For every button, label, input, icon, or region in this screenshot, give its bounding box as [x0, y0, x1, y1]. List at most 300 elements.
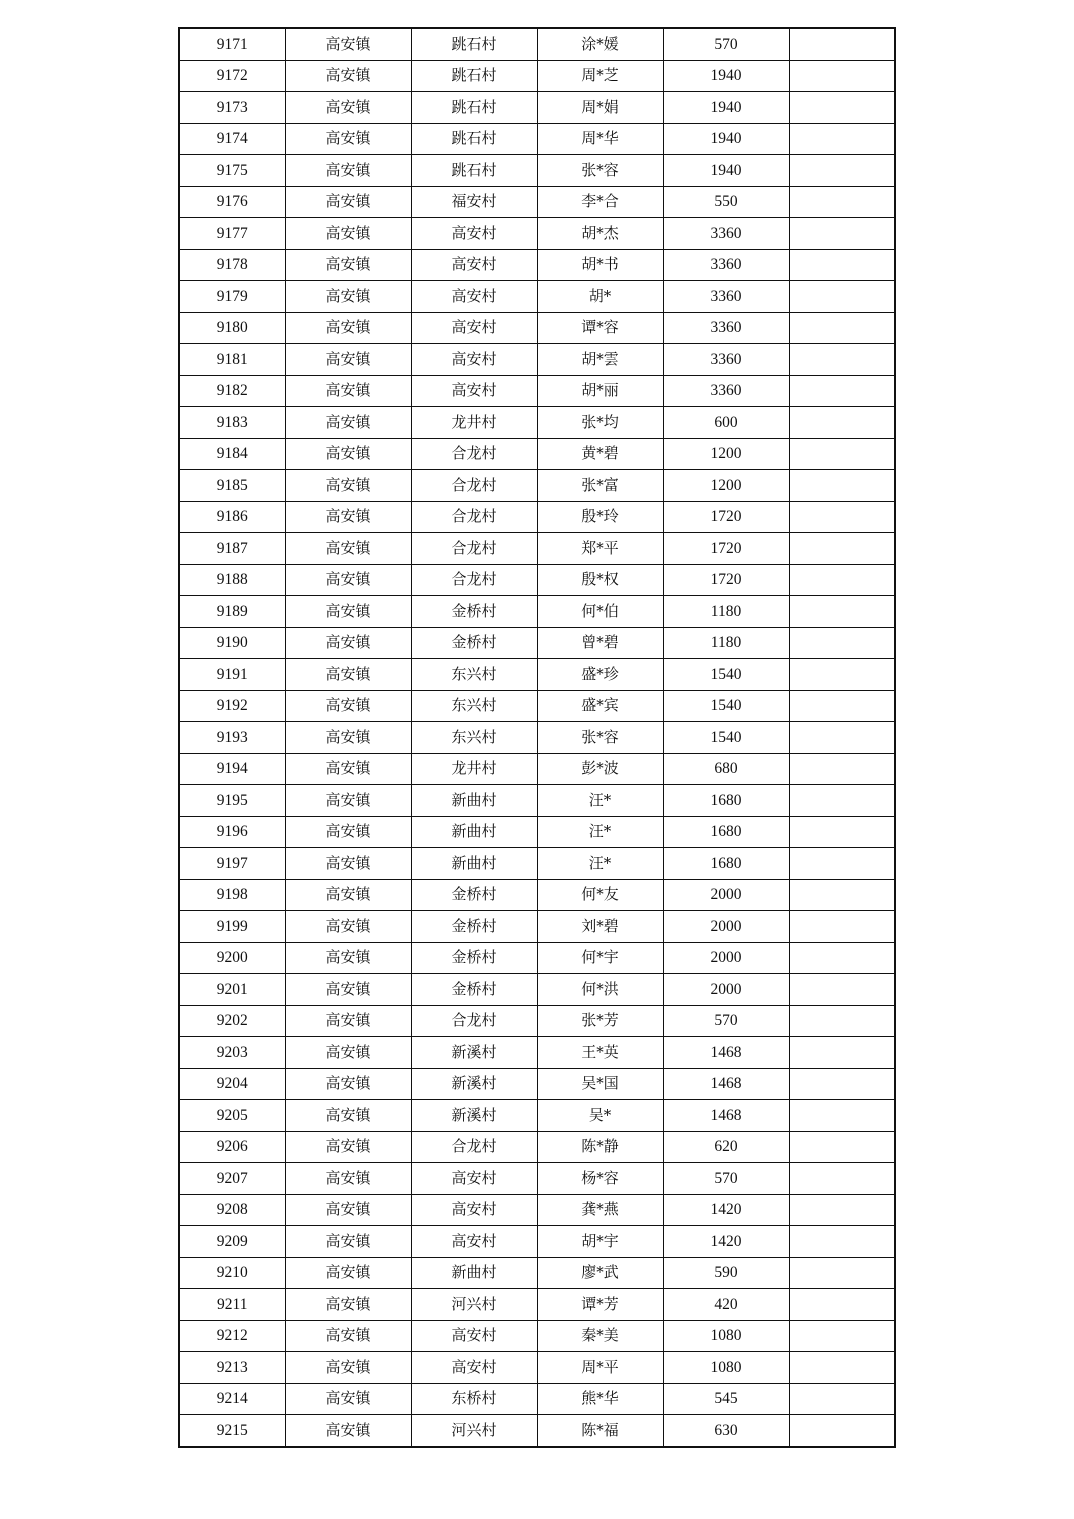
town-cell: 高安镇 [285, 690, 411, 722]
table-row [179, 659, 895, 691]
village-cell: 龙井村 [411, 753, 537, 785]
table-row [179, 1194, 895, 1226]
village-cell: 金桥村 [411, 942, 537, 974]
remark-cell [789, 942, 895, 974]
table-row [179, 1226, 895, 1258]
town-cell: 高安镇 [285, 344, 411, 376]
amount-cell: 1720 [663, 564, 789, 596]
name-cell: 胡*雲 [537, 344, 663, 376]
town-cell: 高安镇 [285, 1100, 411, 1132]
village-cell: 东兴村 [411, 690, 537, 722]
amount-cell: 1680 [663, 785, 789, 817]
name-cell: 陈*静 [537, 1131, 663, 1163]
table-row [179, 785, 895, 817]
amount-cell: 1200 [663, 438, 789, 470]
table-row [179, 1320, 895, 1352]
remark-cell [789, 1131, 895, 1163]
table-row [179, 690, 895, 722]
remark-cell [789, 974, 895, 1006]
amount-cell: 1468 [663, 1068, 789, 1100]
name-cell: 谭*容 [537, 312, 663, 344]
amount-cell: 680 [663, 753, 789, 785]
village-cell: 跳石村 [411, 92, 537, 124]
town-cell: 高安镇 [285, 533, 411, 565]
amount-cell: 3360 [663, 344, 789, 376]
amount-cell: 1080 [663, 1352, 789, 1384]
serial-number-cell: 9204 [179, 1068, 285, 1100]
name-cell: 何*友 [537, 879, 663, 911]
amount-cell: 1420 [663, 1226, 789, 1258]
remark-cell [789, 344, 895, 376]
amount-cell: 1540 [663, 722, 789, 754]
table-row [179, 344, 895, 376]
table-row [179, 1352, 895, 1384]
name-cell: 王*英 [537, 1037, 663, 1069]
remark-cell [789, 1320, 895, 1352]
village-cell: 新曲村 [411, 1257, 537, 1289]
town-cell: 高安镇 [285, 848, 411, 880]
serial-number-cell: 9194 [179, 753, 285, 785]
village-cell: 新溪村 [411, 1100, 537, 1132]
name-cell: 龚*燕 [537, 1194, 663, 1226]
remark-cell [789, 753, 895, 785]
serial-number-cell: 9212 [179, 1320, 285, 1352]
village-cell: 合龙村 [411, 438, 537, 470]
table-row [179, 1131, 895, 1163]
amount-cell: 1680 [663, 848, 789, 880]
village-cell: 跳石村 [411, 60, 537, 92]
serial-number-cell: 9210 [179, 1257, 285, 1289]
remark-cell [789, 1163, 895, 1195]
town-cell: 高安镇 [285, 218, 411, 250]
serial-number-cell: 9186 [179, 501, 285, 533]
name-cell: 何*宇 [537, 942, 663, 974]
town-cell: 高安镇 [285, 470, 411, 502]
town-cell: 高安镇 [285, 1131, 411, 1163]
name-cell: 张*容 [537, 155, 663, 187]
town-cell: 高安镇 [285, 312, 411, 344]
name-cell: 黄*碧 [537, 438, 663, 470]
table-row [179, 501, 895, 533]
town-cell: 高安镇 [285, 564, 411, 596]
serial-number-cell: 9197 [179, 848, 285, 880]
table-row [179, 1257, 895, 1289]
amount-cell: 1180 [663, 627, 789, 659]
remark-cell [789, 596, 895, 628]
remark-cell [789, 28, 895, 60]
village-cell: 金桥村 [411, 974, 537, 1006]
village-cell: 金桥村 [411, 879, 537, 911]
town-cell: 高安镇 [285, 1320, 411, 1352]
village-cell: 河兴村 [411, 1289, 537, 1321]
village-cell: 高安村 [411, 218, 537, 250]
amount-cell: 1540 [663, 690, 789, 722]
amount-cell: 570 [663, 1163, 789, 1195]
village-cell: 新曲村 [411, 848, 537, 880]
name-cell: 殷*玲 [537, 501, 663, 533]
remark-cell [789, 1415, 895, 1447]
village-cell: 跳石村 [411, 123, 537, 155]
name-cell: 汪* [537, 848, 663, 880]
table-row [179, 1037, 895, 1069]
name-cell: 何*洪 [537, 974, 663, 1006]
remark-cell [789, 1289, 895, 1321]
name-cell: 张*芳 [537, 1005, 663, 1037]
amount-cell: 600 [663, 407, 789, 439]
town-cell: 高安镇 [285, 249, 411, 281]
amount-cell: 570 [663, 28, 789, 60]
serial-number-cell: 9208 [179, 1194, 285, 1226]
town-cell: 高安镇 [285, 942, 411, 974]
name-cell: 彭*波 [537, 753, 663, 785]
amount-cell: 3360 [663, 375, 789, 407]
name-cell: 胡*书 [537, 249, 663, 281]
serial-number-cell: 9209 [179, 1226, 285, 1258]
table-row [179, 596, 895, 628]
town-cell: 高安镇 [285, 1226, 411, 1258]
town-cell: 高安镇 [285, 1163, 411, 1195]
remark-cell [789, 501, 895, 533]
name-cell: 廖*武 [537, 1257, 663, 1289]
amount-cell: 1420 [663, 1194, 789, 1226]
amount-cell: 1180 [663, 596, 789, 628]
town-cell: 高安镇 [285, 1037, 411, 1069]
serial-number-cell: 9182 [179, 375, 285, 407]
serial-number-cell: 9199 [179, 911, 285, 943]
serial-number-cell: 9189 [179, 596, 285, 628]
amount-cell: 1720 [663, 501, 789, 533]
table-row [179, 722, 895, 754]
amount-cell: 550 [663, 186, 789, 218]
town-cell: 高安镇 [285, 28, 411, 60]
serial-number-cell: 9211 [179, 1289, 285, 1321]
name-cell: 胡*丽 [537, 375, 663, 407]
remark-cell [789, 533, 895, 565]
town-cell: 高安镇 [285, 627, 411, 659]
table-body [179, 28, 895, 1447]
name-cell: 陈*福 [537, 1415, 663, 1447]
village-cell: 东桥村 [411, 1383, 537, 1415]
amount-cell: 1940 [663, 60, 789, 92]
table-row [179, 627, 895, 659]
table-row [179, 816, 895, 848]
table-row [179, 1289, 895, 1321]
table-row [179, 1415, 895, 1447]
remark-cell [789, 564, 895, 596]
serial-number-cell: 9203 [179, 1037, 285, 1069]
amount-cell: 3360 [663, 312, 789, 344]
remark-cell [789, 848, 895, 880]
name-cell: 胡* [537, 281, 663, 313]
village-cell: 新曲村 [411, 785, 537, 817]
remark-cell [789, 281, 895, 313]
village-cell: 合龙村 [411, 1005, 537, 1037]
town-cell: 高安镇 [285, 879, 411, 911]
serial-number-cell: 9178 [179, 249, 285, 281]
town-cell: 高安镇 [285, 722, 411, 754]
table-row [179, 1005, 895, 1037]
serial-number-cell: 9201 [179, 974, 285, 1006]
amount-cell: 590 [663, 1257, 789, 1289]
town-cell: 高安镇 [285, 753, 411, 785]
remark-cell [789, 155, 895, 187]
town-cell: 高安镇 [285, 186, 411, 218]
name-cell: 胡*宇 [537, 1226, 663, 1258]
name-cell: 殷*权 [537, 564, 663, 596]
name-cell: 秦*美 [537, 1320, 663, 1352]
amount-cell: 1468 [663, 1100, 789, 1132]
amount-cell: 2000 [663, 942, 789, 974]
town-cell: 高安镇 [285, 1257, 411, 1289]
serial-number-cell: 9191 [179, 659, 285, 691]
village-cell: 高安村 [411, 344, 537, 376]
name-cell: 汪* [537, 816, 663, 848]
town-cell: 高安镇 [285, 1352, 411, 1384]
village-cell: 高安村 [411, 375, 537, 407]
serial-number-cell: 9179 [179, 281, 285, 313]
table-row [179, 564, 895, 596]
table-row [179, 92, 895, 124]
village-cell: 金桥村 [411, 911, 537, 943]
table-row [179, 974, 895, 1006]
table-row [179, 375, 895, 407]
remark-cell [789, 1194, 895, 1226]
remark-cell [789, 879, 895, 911]
remark-cell [789, 249, 895, 281]
remark-cell [789, 1068, 895, 1100]
name-cell: 李*合 [537, 186, 663, 218]
table-row [179, 155, 895, 187]
amount-cell: 3360 [663, 249, 789, 281]
table-row [179, 60, 895, 92]
table-row [179, 249, 895, 281]
town-cell: 高安镇 [285, 1005, 411, 1037]
serial-number-cell: 9180 [179, 312, 285, 344]
table-row [179, 1100, 895, 1132]
amount-cell: 1540 [663, 659, 789, 691]
amount-cell: 1200 [663, 470, 789, 502]
amount-cell: 545 [663, 1383, 789, 1415]
remark-cell [789, 690, 895, 722]
remark-cell [789, 186, 895, 218]
town-cell: 高安镇 [285, 1068, 411, 1100]
table-row [179, 186, 895, 218]
village-cell: 高安村 [411, 1194, 537, 1226]
serial-number-cell: 9176 [179, 186, 285, 218]
table-row [179, 218, 895, 250]
table-row [179, 911, 895, 943]
amount-cell: 1940 [663, 123, 789, 155]
village-cell: 新曲村 [411, 816, 537, 848]
name-cell: 胡*杰 [537, 218, 663, 250]
serial-number-cell: 9193 [179, 722, 285, 754]
village-cell: 河兴村 [411, 1415, 537, 1447]
table-row [179, 942, 895, 974]
serial-number-cell: 9214 [179, 1383, 285, 1415]
village-cell: 合龙村 [411, 564, 537, 596]
serial-number-cell: 9173 [179, 92, 285, 124]
remark-cell [789, 1037, 895, 1069]
town-cell: 高安镇 [285, 375, 411, 407]
table-row [179, 312, 895, 344]
serial-number-cell: 9183 [179, 407, 285, 439]
serial-number-cell: 9181 [179, 344, 285, 376]
village-cell: 福安村 [411, 186, 537, 218]
serial-number-cell: 9188 [179, 564, 285, 596]
town-cell: 高安镇 [285, 911, 411, 943]
village-cell: 金桥村 [411, 596, 537, 628]
remark-cell [789, 123, 895, 155]
remark-cell [789, 659, 895, 691]
table-row [179, 281, 895, 313]
amount-cell: 1680 [663, 816, 789, 848]
town-cell: 高安镇 [285, 438, 411, 470]
village-cell: 合龙村 [411, 501, 537, 533]
town-cell: 高安镇 [285, 1289, 411, 1321]
name-cell: 杨*容 [537, 1163, 663, 1195]
remark-cell [789, 816, 895, 848]
table-row [179, 1163, 895, 1195]
remark-cell [789, 1352, 895, 1384]
table-row [179, 407, 895, 439]
serial-number-cell: 9200 [179, 942, 285, 974]
serial-number-cell: 9198 [179, 879, 285, 911]
remark-cell [789, 1257, 895, 1289]
town-cell: 高安镇 [285, 501, 411, 533]
serial-number-cell: 9185 [179, 470, 285, 502]
remark-cell [789, 92, 895, 124]
name-cell: 刘*碧 [537, 911, 663, 943]
remark-cell [789, 627, 895, 659]
name-cell: 涂*媛 [537, 28, 663, 60]
name-cell: 周*娟 [537, 92, 663, 124]
town-cell: 高安镇 [285, 155, 411, 187]
name-cell: 曾*碧 [537, 627, 663, 659]
village-cell: 东兴村 [411, 722, 537, 754]
town-cell: 高安镇 [285, 1383, 411, 1415]
name-cell: 张*富 [537, 470, 663, 502]
serial-number-cell: 9192 [179, 690, 285, 722]
town-cell: 高安镇 [285, 659, 411, 691]
remark-cell [789, 470, 895, 502]
amount-cell: 2000 [663, 879, 789, 911]
village-cell: 龙井村 [411, 407, 537, 439]
town-cell: 高安镇 [285, 60, 411, 92]
village-cell: 合龙村 [411, 470, 537, 502]
serial-number-cell: 9177 [179, 218, 285, 250]
name-cell: 盛*宾 [537, 690, 663, 722]
serial-number-cell: 9207 [179, 1163, 285, 1195]
serial-number-cell: 9205 [179, 1100, 285, 1132]
serial-number-cell: 9215 [179, 1415, 285, 1447]
amount-cell: 1080 [663, 1320, 789, 1352]
village-cell: 新溪村 [411, 1037, 537, 1069]
village-cell: 高安村 [411, 249, 537, 281]
remark-cell [789, 1100, 895, 1132]
town-cell: 高安镇 [285, 1194, 411, 1226]
village-cell: 跳石村 [411, 155, 537, 187]
name-cell: 张*均 [537, 407, 663, 439]
table-row [179, 123, 895, 155]
remark-cell [789, 785, 895, 817]
serial-number-cell: 9175 [179, 155, 285, 187]
name-cell: 盛*珍 [537, 659, 663, 691]
town-cell: 高安镇 [285, 123, 411, 155]
table-row [179, 28, 895, 60]
town-cell: 高安镇 [285, 92, 411, 124]
town-cell: 高安镇 [285, 816, 411, 848]
village-cell: 合龙村 [411, 1131, 537, 1163]
serial-number-cell: 9195 [179, 785, 285, 817]
remark-cell [789, 218, 895, 250]
amount-cell: 420 [663, 1289, 789, 1321]
table-row [179, 470, 895, 502]
name-cell: 周*芝 [537, 60, 663, 92]
serial-number-cell: 9202 [179, 1005, 285, 1037]
amount-cell: 570 [663, 1005, 789, 1037]
name-cell: 何*伯 [537, 596, 663, 628]
village-cell: 东兴村 [411, 659, 537, 691]
table-row [179, 438, 895, 470]
amount-cell: 2000 [663, 974, 789, 1006]
serial-number-cell: 9213 [179, 1352, 285, 1384]
table-row [179, 753, 895, 785]
amount-cell: 620 [663, 1131, 789, 1163]
table-row [179, 533, 895, 565]
serial-number-cell: 9187 [179, 533, 285, 565]
name-cell: 张*容 [537, 722, 663, 754]
town-cell: 高安镇 [285, 281, 411, 313]
remark-cell [789, 722, 895, 754]
village-cell: 合龙村 [411, 533, 537, 565]
amount-cell: 630 [663, 1415, 789, 1447]
amount-cell: 1720 [663, 533, 789, 565]
village-cell: 高安村 [411, 1163, 537, 1195]
village-cell: 高安村 [411, 312, 537, 344]
remark-cell [789, 911, 895, 943]
amount-cell: 1940 [663, 92, 789, 124]
serial-number-cell: 9190 [179, 627, 285, 659]
town-cell: 高安镇 [285, 407, 411, 439]
table-row [179, 848, 895, 880]
name-cell: 汪* [537, 785, 663, 817]
table-row [179, 1068, 895, 1100]
serial-number-cell: 9172 [179, 60, 285, 92]
town-cell: 高安镇 [285, 974, 411, 1006]
serial-number-cell: 9206 [179, 1131, 285, 1163]
village-cell: 跳石村 [411, 28, 537, 60]
name-cell: 周*华 [537, 123, 663, 155]
town-cell: 高安镇 [285, 785, 411, 817]
data-table [178, 27, 896, 1448]
name-cell: 吴*国 [537, 1068, 663, 1100]
name-cell: 熊*华 [537, 1383, 663, 1415]
remark-cell [789, 60, 895, 92]
village-cell: 金桥村 [411, 627, 537, 659]
serial-number-cell: 9184 [179, 438, 285, 470]
amount-cell: 1468 [663, 1037, 789, 1069]
remark-cell [789, 1226, 895, 1258]
remark-cell [789, 438, 895, 470]
amount-cell: 3360 [663, 218, 789, 250]
serial-number-cell: 9196 [179, 816, 285, 848]
serial-number-cell: 9171 [179, 28, 285, 60]
document-page [178, 27, 894, 1448]
village-cell: 新溪村 [411, 1068, 537, 1100]
village-cell: 高安村 [411, 1226, 537, 1258]
remark-cell [789, 1005, 895, 1037]
amount-cell: 3360 [663, 281, 789, 313]
